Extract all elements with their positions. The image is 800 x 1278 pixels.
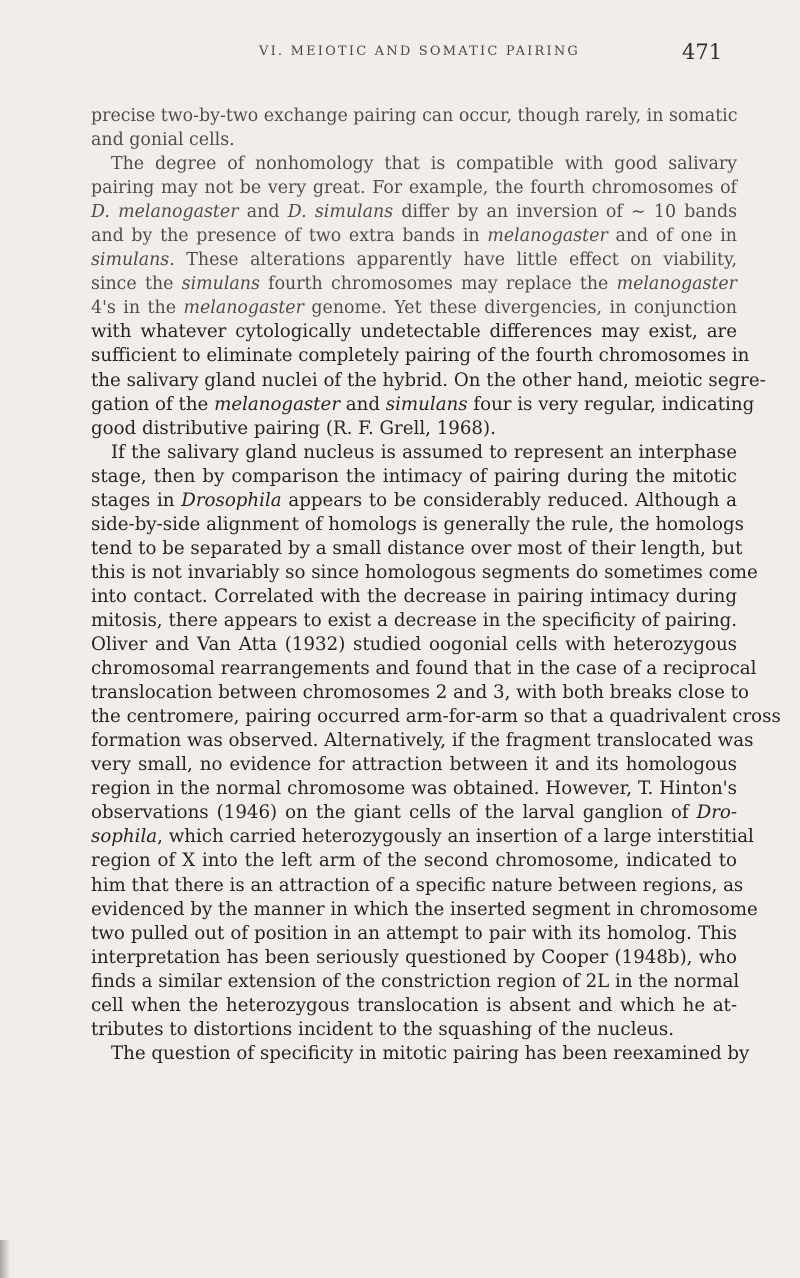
text-line: this is not invariably so since homologous segments do sometimes come (91, 561, 758, 583)
text-line: with whatever cytologically undetectable differences may exist, are (91, 321, 737, 343)
running-head: VI. MEIOTIC AND SOMATIC PAIRING (259, 44, 580, 59)
text-line: and by the presence of two extra bands in melanogaster and of one in (91, 226, 737, 247)
text-line: and gonial cells. (91, 130, 235, 151)
text-line: tend to be separated by a small distance over most of their length, but (91, 537, 743, 559)
text-line: precise two-by-two exchange pairing can occur, though rarely, in somatic (91, 106, 738, 126)
text-line: region in the normal chromosome was obtained. However, T. Hinton's (91, 778, 737, 800)
text-line: into contact. Correlated with the decrease in pairing intimacy during (91, 585, 737, 607)
text-line: region of X into the left arm of the second chromosome, indicated to (91, 850, 737, 872)
text-line: him that there is an attraction of a specific nature between regions, as (91, 874, 744, 896)
text-line: very small, no evidence for attraction between it and its homologous (91, 754, 737, 776)
text-line: Oliver and Van Atta (1932) studied oogonial cells with heterozygous (91, 634, 737, 656)
text-line: sophila, which carried heterozygously an insertion of a large interstitial (91, 826, 754, 848)
text-line: translocation between chromosomes 2 and 3, with both breaks close to (91, 682, 749, 704)
text-line: good distributive pairing (R. F. Grell, 1968). (91, 417, 496, 439)
text-line: two pulled out of position in an attempt to pair with its homolog. This (91, 922, 737, 944)
text-line: interpretation has been seriously questioned by Cooper (1948b), who (91, 946, 737, 968)
text-line: The question of specificity in mitotic pairing has been reexamined by (111, 1042, 750, 1064)
text-line: If the salivary gland nucleus is assumed to represent an interphase (111, 441, 737, 463)
text-line: the salivary gland nuclei of the hybrid. On the other hand, meiotic segre- (91, 369, 766, 391)
text-line: mitosis, there appears to exist a decrease in the specificity of pairing. (91, 609, 737, 631)
text-line: finds a similar extension of the constriction region of 2L in the normal (91, 970, 740, 992)
text-line: simulans. These alterations apparently have little effect on viability, (91, 250, 737, 271)
text-line: D. melanogaster and D. simulans differ by an inversion of ∼ 10 bands (91, 202, 738, 223)
text-line: stages in Drosophila appears to be considerably reduced. Although a (91, 489, 737, 511)
text-line: pairing may not be very great. For example, the fourth chromosomes of (91, 178, 737, 199)
text-line: since the simulans fourth chromosomes may replace the melanogaster (91, 274, 737, 295)
text-line: chromosomal rearrangements and found that in the case of a reciprocal (91, 658, 757, 680)
text-line: The degree of nonhomology that is compatible with good salivary (111, 154, 737, 175)
text-line: side-by-side alignment of homologs is generally the rule, the homologs (91, 513, 744, 535)
text-line: gation of the melanogaster and simulans four is very regular, indicating (91, 393, 755, 415)
text-line: 4's in the melanogaster genome. Yet these divergencies, in conjunction (91, 298, 737, 319)
text-line: evidenced by the manner in which the inserted segment in chromosome (91, 898, 758, 920)
text-line: sufficient to eliminate completely pairing of the fourth chromosomes in (91, 345, 750, 367)
text-line: the centromere, pairing occurred arm-for-arm so that a quadrivalent cross (91, 706, 781, 728)
text-line: observations (1946) on the giant cells of the larval ganglion of Dro- (91, 802, 737, 824)
page-number: 471 (682, 40, 723, 64)
text-line: cell when the heterozygous translocation is absent and which he at- (91, 994, 737, 1016)
page-edge-shadow (0, 1240, 10, 1278)
body-text (91, 104, 781, 1066)
text-line: formation was observed. Alternatively, if the fragment translocated was (91, 730, 754, 752)
text-line: stage, then by comparison the intimacy of pairing during the mitotic (91, 465, 737, 487)
text-line: tributes to distortions incident to the squashing of the nucleus. (91, 1018, 674, 1040)
